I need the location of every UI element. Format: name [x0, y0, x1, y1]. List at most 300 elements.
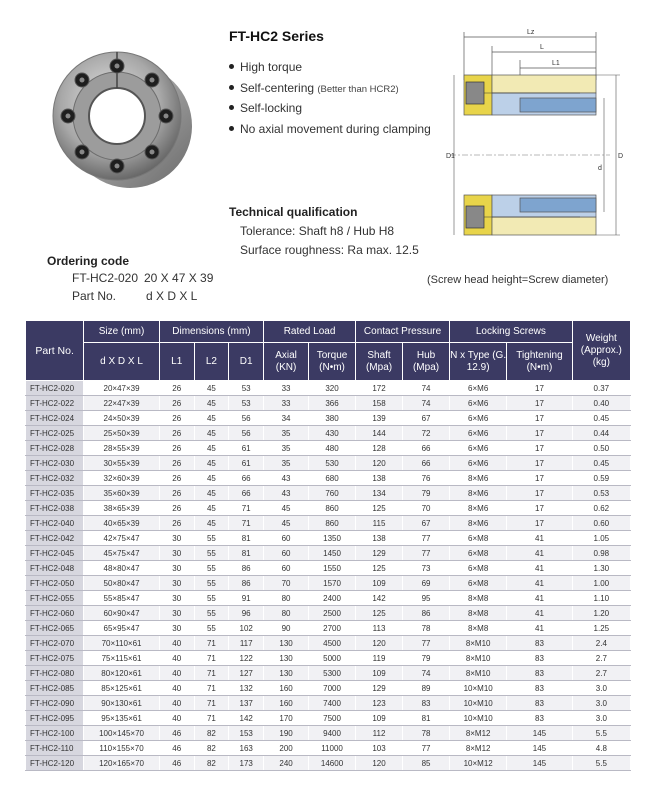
size-cell: 30×55×39 — [84, 456, 160, 471]
hub-cell: 95 — [403, 591, 450, 606]
bullet-icon — [229, 64, 234, 69]
table-row — [26, 591, 631, 606]
l1-cell: 26 — [159, 411, 194, 426]
torque-cell: 860 — [309, 501, 356, 516]
hub-cell: 72 — [403, 426, 450, 441]
table-row — [26, 756, 631, 771]
ordering-partno-label: Part No. — [72, 289, 117, 303]
weight-cell: 2.7 — [572, 651, 630, 666]
tightening-cell: 17 — [507, 486, 572, 501]
size-cell: 90×130×61 — [84, 696, 160, 711]
torque-cell: 380 — [309, 411, 356, 426]
screw-note: (Screw head height=Screw diameter) — [427, 274, 609, 286]
weight-cell: 5.5 — [572, 726, 630, 741]
shaft-cell: 129 — [356, 546, 403, 561]
feature-text: Self-locking — [240, 101, 303, 115]
torque-cell: 9400 — [309, 726, 356, 741]
weight-cell: 0.45 — [572, 411, 630, 426]
screw-type-cell: 6×M8 — [450, 531, 507, 546]
bullet-icon — [229, 126, 234, 131]
screw-type-cell: 6×M8 — [450, 546, 507, 561]
d1-cell: 91 — [229, 591, 264, 606]
part-no-cell: FT-HC2-110 — [26, 741, 84, 756]
l2-cell: 55 — [194, 576, 229, 591]
size-cell: 60×90×47 — [84, 606, 160, 621]
torque-cell: 2700 — [309, 621, 356, 636]
axial-cell: 35 — [264, 441, 309, 456]
l1-cell: 26 — [159, 501, 194, 516]
part-no-cell: FT-HC2-042 — [26, 531, 84, 546]
label-l1: L1 — [552, 60, 560, 67]
d1-cell: 117 — [229, 636, 264, 651]
screw-type-cell: 6×M6 — [450, 426, 507, 441]
shaft-cell: 144 — [356, 426, 403, 441]
part-no-cell: FT-HC2-070 — [26, 636, 84, 651]
l2-cell: 45 — [194, 456, 229, 471]
tightening-cell: 41 — [507, 531, 572, 546]
axial-cell: 35 — [264, 426, 309, 441]
hub-cell: 77 — [403, 741, 450, 756]
header-tightening: Tightening (N•m) — [507, 343, 572, 381]
part-no-cell: FT-HC2-020 — [26, 381, 84, 396]
axial-cell: 33 — [264, 396, 309, 411]
l1-cell: 30 — [159, 561, 194, 576]
l2-cell: 71 — [194, 651, 229, 666]
header-n-x-type: N x Type (G. 12.9) — [450, 343, 507, 381]
hub-cell: 70 — [403, 501, 450, 516]
screw-type-cell: 8×M10 — [450, 636, 507, 651]
size-cell: 38×65×39 — [84, 501, 160, 516]
tightening-cell: 41 — [507, 576, 572, 591]
shaft-cell: 125 — [356, 561, 403, 576]
axial-cell: 130 — [264, 651, 309, 666]
label-l: L — [540, 44, 544, 51]
tightening-cell: 41 — [507, 621, 572, 636]
shaft-cell: 109 — [356, 666, 403, 681]
weight-cell: 0.40 — [572, 396, 630, 411]
d1-cell: 81 — [229, 546, 264, 561]
part-no-cell: FT-HC2-040 — [26, 516, 84, 531]
size-cell: 45×75×47 — [84, 546, 160, 561]
axial-cell: 170 — [264, 711, 309, 726]
screw-type-cell: 10×M10 — [450, 696, 507, 711]
d1-cell: 61 — [229, 441, 264, 456]
torque-cell: 1450 — [309, 546, 356, 561]
shaft-cell: 109 — [356, 711, 403, 726]
part-no-cell: FT-HC2-085 — [26, 681, 84, 696]
size-cell: 75×115×61 — [84, 651, 160, 666]
d1-cell: 137 — [229, 696, 264, 711]
torque-cell: 7000 — [309, 681, 356, 696]
tightening-cell: 41 — [507, 606, 572, 621]
l1-cell: 40 — [159, 636, 194, 651]
torque-cell: 680 — [309, 471, 356, 486]
l2-cell: 45 — [194, 381, 229, 396]
l2-cell: 45 — [194, 396, 229, 411]
screw-type-cell: 10×M10 — [450, 681, 507, 696]
screw-type-cell: 10×M12 — [450, 756, 507, 771]
label-lz: Lz — [527, 29, 535, 36]
size-cell: 85×125×61 — [84, 681, 160, 696]
header-d1: D1 — [229, 343, 264, 381]
part-no-cell: FT-HC2-025 — [26, 426, 84, 441]
l1-cell: 30 — [159, 621, 194, 636]
weight-cell: 3.0 — [572, 711, 630, 726]
l2-cell: 55 — [194, 591, 229, 606]
shaft-cell: 129 — [356, 681, 403, 696]
feature-list — [229, 57, 431, 139]
label-d1: D1 — [446, 153, 455, 160]
torque-cell: 320 — [309, 381, 356, 396]
tightening-cell: 83 — [507, 681, 572, 696]
table-row — [26, 426, 631, 441]
axial-cell: 45 — [264, 516, 309, 531]
spec-table-body — [26, 381, 631, 771]
part-no-cell: FT-HC2-048 — [26, 561, 84, 576]
torque-cell: 5300 — [309, 666, 356, 681]
shaft-cell: 123 — [356, 696, 403, 711]
shaft-cell: 128 — [356, 441, 403, 456]
ordering-partno-line — [72, 289, 198, 303]
table-row — [26, 636, 631, 651]
hub-cell: 79 — [403, 486, 450, 501]
tightening-cell: 17 — [507, 456, 572, 471]
part-no-cell: FT-HC2-075 — [26, 651, 84, 666]
d1-cell: 96 — [229, 606, 264, 621]
size-cell: 70×110×61 — [84, 636, 160, 651]
weight-cell: 1.25 — [572, 621, 630, 636]
axial-cell: 190 — [264, 726, 309, 741]
part-no-cell: FT-HC2-028 — [26, 441, 84, 456]
feature-item — [229, 57, 431, 78]
l2-cell: 71 — [194, 636, 229, 651]
technical-roughness: Surface roughness: Ra max. 12.5 — [240, 243, 419, 257]
table-row — [26, 516, 631, 531]
tightening-cell: 17 — [507, 516, 572, 531]
part-no-cell: FT-HC2-090 — [26, 696, 84, 711]
tightening-cell: 83 — [507, 711, 572, 726]
size-cell: 32×60×39 — [84, 471, 160, 486]
screw-type-cell: 6×M6 — [450, 441, 507, 456]
weight-cell: 2.7 — [572, 666, 630, 681]
tightening-cell: 145 — [507, 726, 572, 741]
shaft-cell: 134 — [356, 486, 403, 501]
header-dxdxl: d X D X L — [84, 343, 160, 381]
header-l1: L1 — [159, 343, 194, 381]
shaft-cell: 115 — [356, 516, 403, 531]
table-row — [26, 531, 631, 546]
l2-cell: 82 — [194, 741, 229, 756]
screw-type-cell: 8×M6 — [450, 501, 507, 516]
hub-cell: 74 — [403, 666, 450, 681]
technical-title: Technical qualification — [229, 205, 358, 219]
torque-cell: 430 — [309, 426, 356, 441]
part-no-cell: FT-HC2-024 — [26, 411, 84, 426]
screw-type-cell: 8×M10 — [450, 651, 507, 666]
size-cell: 120×165×70 — [84, 756, 160, 771]
l1-cell: 30 — [159, 606, 194, 621]
tightening-cell: 17 — [507, 411, 572, 426]
table-row — [26, 396, 631, 411]
hub-cell: 85 — [403, 756, 450, 771]
l2-cell: 71 — [194, 711, 229, 726]
l2-cell: 45 — [194, 441, 229, 456]
shaft-cell: 172 — [356, 381, 403, 396]
l2-cell: 55 — [194, 531, 229, 546]
size-cell: 65×95×47 — [84, 621, 160, 636]
torque-cell: 7500 — [309, 711, 356, 726]
torque-cell: 1550 — [309, 561, 356, 576]
weight-cell: 0.59 — [572, 471, 630, 486]
axial-cell: 60 — [264, 546, 309, 561]
shaft-cell: 125 — [356, 606, 403, 621]
l2-cell: 45 — [194, 516, 229, 531]
hub-cell: 69 — [403, 576, 450, 591]
table-row — [26, 621, 631, 636]
table-row — [26, 546, 631, 561]
weight-cell: 5.5 — [572, 756, 630, 771]
weight-cell: 0.60 — [572, 516, 630, 531]
weight-cell: 0.37 — [572, 381, 630, 396]
hub-cell: 81 — [403, 711, 450, 726]
size-cell: 95×135×61 — [84, 711, 160, 726]
screw-type-cell: 10×M10 — [450, 711, 507, 726]
d1-cell: 142 — [229, 711, 264, 726]
l2-cell: 55 — [194, 561, 229, 576]
tightening-cell: 17 — [507, 471, 572, 486]
table-row — [26, 696, 631, 711]
axial-cell: 240 — [264, 756, 309, 771]
size-cell: 22×47×39 — [84, 396, 160, 411]
feature-item — [229, 98, 431, 119]
d1-cell: 56 — [229, 426, 264, 441]
table-row — [26, 486, 631, 501]
weight-cell: 0.98 — [572, 546, 630, 561]
table-row — [26, 501, 631, 516]
ordering-partno-dims: d X D X L — [146, 289, 198, 303]
feature-item — [229, 119, 431, 140]
d1-cell: 56 — [229, 411, 264, 426]
axial-cell: 80 — [264, 606, 309, 621]
screw-type-cell: 8×M8 — [450, 591, 507, 606]
part-no-cell: FT-HC2-055 — [26, 591, 84, 606]
table-row — [26, 606, 631, 621]
tightening-cell: 83 — [507, 696, 572, 711]
axial-cell: 80 — [264, 591, 309, 606]
screw-type-cell: 8×M10 — [450, 666, 507, 681]
part-no-cell: FT-HC2-032 — [26, 471, 84, 486]
l2-cell: 55 — [194, 621, 229, 636]
part-no-cell: FT-HC2-022 — [26, 396, 84, 411]
shaft-cell: 158 — [356, 396, 403, 411]
table-row — [26, 576, 631, 591]
shaft-cell: 120 — [356, 756, 403, 771]
ordering-code-line — [72, 271, 214, 285]
l2-cell: 45 — [194, 426, 229, 441]
torque-cell: 1350 — [309, 531, 356, 546]
hub-cell: 66 — [403, 456, 450, 471]
torque-cell: 2500 — [309, 606, 356, 621]
size-cell: 48×80×47 — [84, 561, 160, 576]
product-photo — [42, 40, 202, 200]
size-cell: 80×120×61 — [84, 666, 160, 681]
part-no-cell: FT-HC2-080 — [26, 666, 84, 681]
bullet-icon — [229, 85, 234, 90]
axial-cell: 34 — [264, 411, 309, 426]
axial-cell: 45 — [264, 501, 309, 516]
tightening-cell: 17 — [507, 441, 572, 456]
weight-cell: 1.00 — [572, 576, 630, 591]
screw-type-cell: 6×M6 — [450, 456, 507, 471]
axial-cell: 130 — [264, 636, 309, 651]
torque-cell: 2400 — [309, 591, 356, 606]
header-axial: Axial (KN) — [264, 343, 309, 381]
l1-cell: 26 — [159, 441, 194, 456]
l2-cell: 82 — [194, 756, 229, 771]
weight-cell: 0.62 — [572, 501, 630, 516]
weight-cell: 0.44 — [572, 426, 630, 441]
screw-type-cell: 6×M6 — [450, 411, 507, 426]
shaft-cell: 112 — [356, 726, 403, 741]
l1-cell: 26 — [159, 516, 194, 531]
size-cell: 20×47×39 — [84, 381, 160, 396]
shaft-cell: 142 — [356, 591, 403, 606]
tightening-cell: 17 — [507, 396, 572, 411]
part-no-cell: FT-HC2-100 — [26, 726, 84, 741]
d1-cell: 122 — [229, 651, 264, 666]
table-row — [26, 666, 631, 681]
hub-cell: 77 — [403, 546, 450, 561]
l2-cell: 82 — [194, 726, 229, 741]
l1-cell: 26 — [159, 381, 194, 396]
weight-cell: 3.0 — [572, 681, 630, 696]
screw-type-cell: 6×M6 — [450, 396, 507, 411]
torque-cell: 530 — [309, 456, 356, 471]
l1-cell: 30 — [159, 591, 194, 606]
axial-cell: 60 — [264, 561, 309, 576]
d1-cell: 173 — [229, 756, 264, 771]
hub-cell: 67 — [403, 411, 450, 426]
hub-cell: 66 — [403, 441, 450, 456]
d1-cell: 86 — [229, 576, 264, 591]
d1-cell: 127 — [229, 666, 264, 681]
ordering-code: FT-HC2-020 — [72, 271, 139, 285]
axial-cell: 130 — [264, 666, 309, 681]
shaft-cell: 125 — [356, 501, 403, 516]
table-row — [26, 471, 631, 486]
hub-cell: 89 — [403, 681, 450, 696]
weight-cell: 2.4 — [572, 636, 630, 651]
hub-cell: 74 — [403, 381, 450, 396]
feature-text: High torque — [240, 60, 303, 74]
header-hub: Hub (Mpa) — [403, 343, 450, 381]
screw-type-cell: 6×M8 — [450, 576, 507, 591]
l1-cell: 30 — [159, 576, 194, 591]
weight-cell: 1.10 — [572, 591, 630, 606]
header-torque: Torque (N•m) — [309, 343, 356, 381]
d1-cell: 153 — [229, 726, 264, 741]
l1-cell: 30 — [159, 531, 194, 546]
header-locking-screws: Locking Screws — [450, 321, 573, 343]
l1-cell: 46 — [159, 741, 194, 756]
hub-cell: 74 — [403, 396, 450, 411]
feature-note: (Better than HCR2) — [317, 83, 399, 95]
weight-cell: 0.53 — [572, 486, 630, 501]
size-cell: 50×80×47 — [84, 576, 160, 591]
tightening-cell: 41 — [507, 546, 572, 561]
part-no-cell: FT-HC2-050 — [26, 576, 84, 591]
table-row — [26, 726, 631, 741]
screw-type-cell: 8×M6 — [450, 516, 507, 531]
table-row — [26, 681, 631, 696]
axial-cell: 160 — [264, 696, 309, 711]
l1-cell: 30 — [159, 546, 194, 561]
label-d: d — [598, 165, 602, 172]
l2-cell: 55 — [194, 546, 229, 561]
l1-cell: 26 — [159, 456, 194, 471]
tightening-cell: 83 — [507, 636, 572, 651]
tightening-cell: 83 — [507, 651, 572, 666]
l2-cell: 71 — [194, 696, 229, 711]
d1-cell: 81 — [229, 531, 264, 546]
tightening-cell: 17 — [507, 381, 572, 396]
screw-type-cell: 8×M6 — [450, 471, 507, 486]
tightening-cell: 41 — [507, 591, 572, 606]
axial-cell: 43 — [264, 486, 309, 501]
bullet-icon — [229, 105, 234, 110]
feature-text: Self-centering — [240, 80, 318, 95]
l2-cell: 55 — [194, 606, 229, 621]
size-cell: 35×60×39 — [84, 486, 160, 501]
screw-type-cell: 8×M8 — [450, 621, 507, 636]
hub-cell: 77 — [403, 531, 450, 546]
part-no-cell: FT-HC2-030 — [26, 456, 84, 471]
hub-cell: 78 — [403, 621, 450, 636]
l1-cell: 40 — [159, 681, 194, 696]
d1-cell: 66 — [229, 486, 264, 501]
d1-cell: 61 — [229, 456, 264, 471]
screw-type-cell: 6×M8 — [450, 561, 507, 576]
d1-cell: 71 — [229, 501, 264, 516]
torque-cell: 5000 — [309, 651, 356, 666]
screw-type-cell: 8×M8 — [450, 606, 507, 621]
header-shaft: Shaft (Mpa) — [356, 343, 403, 381]
tightening-cell: 145 — [507, 756, 572, 771]
size-cell: 25×50×39 — [84, 426, 160, 441]
d1-cell: 132 — [229, 681, 264, 696]
l1-cell: 40 — [159, 666, 194, 681]
header-part-no: Part No. — [26, 321, 84, 381]
table-row — [26, 456, 631, 471]
weight-cell: 3.0 — [572, 696, 630, 711]
axial-cell: 33 — [264, 381, 309, 396]
series-title: FT-HC2 Series — [229, 28, 324, 44]
shaft-cell: 103 — [356, 741, 403, 756]
label-big-d: D — [618, 153, 624, 160]
hub-cell: 76 — [403, 471, 450, 486]
feature-item — [229, 78, 431, 99]
l1-cell: 26 — [159, 426, 194, 441]
size-cell: 55×85×47 — [84, 591, 160, 606]
hub-cell: 79 — [403, 651, 450, 666]
shaft-cell: 138 — [356, 471, 403, 486]
header-rated-load: Rated Load — [264, 321, 356, 343]
d1-cell: 53 — [229, 381, 264, 396]
ordering-code-dims: 20 X 47 X 39 — [144, 271, 214, 285]
axial-cell: 160 — [264, 681, 309, 696]
screw-type-cell: 8×M6 — [450, 486, 507, 501]
torque-cell: 7400 — [309, 696, 356, 711]
